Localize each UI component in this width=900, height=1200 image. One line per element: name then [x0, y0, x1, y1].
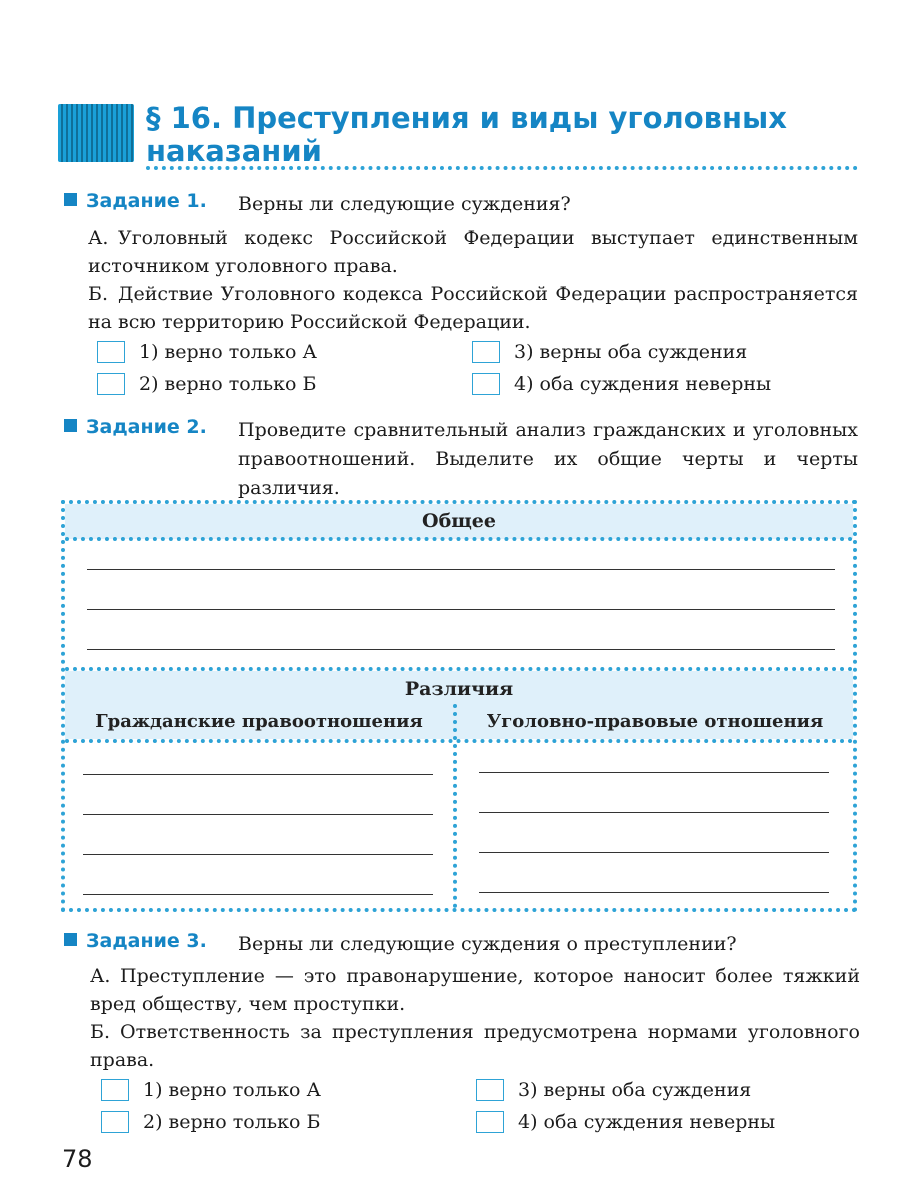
square-bullet-icon: [64, 933, 77, 946]
task-3-statement-b: Б. Ответственность за преступления предусмотрена нормами уголовного права.: [90, 1021, 860, 1071]
square-bullet-icon: [64, 419, 77, 432]
answer-checkbox[interactable]: [476, 1111, 504, 1133]
answer-checkbox[interactable]: [472, 341, 500, 363]
task-2-label: Задание 2.: [64, 416, 207, 438]
task-3: [64, 930, 864, 955]
header-divider: [146, 166, 858, 170]
task-1-option-2[interactable]: 2) верно только Б: [97, 371, 316, 397]
page-number: 78: [62, 1145, 93, 1173]
task-1-statement-b: Б. Действие Уголовного кодекса Российской Федерации распространяется на всю территорию Российской Федерации.: [88, 283, 858, 333]
civil-relations-column-header: Гражданские правоотношения: [95, 711, 423, 732]
answer-line[interactable]: [87, 569, 835, 570]
task-2-question: Проведите сравнительный анализ гражданских и уголовных правоотношений. Выделите их общие черты и черты различия.: [238, 419, 858, 499]
column-divider: [453, 704, 457, 908]
task-3-question: Верны ли следующие суждения о преступлении?: [238, 933, 737, 955]
task-1-option-3[interactable]: 3) верны оба суждения: [472, 339, 747, 365]
common-header: Общее: [65, 504, 853, 539]
answer-line[interactable]: [479, 892, 829, 893]
answer-checkbox[interactable]: [97, 373, 125, 395]
answer-line[interactable]: [83, 814, 433, 815]
differences-header: Различия: [404, 678, 514, 700]
answer-line[interactable]: [479, 852, 829, 853]
task-1-option-1[interactable]: 1) верно только А: [97, 339, 317, 365]
answer-checkbox[interactable]: [476, 1079, 504, 1101]
answer-line[interactable]: [479, 812, 829, 813]
answer-line[interactable]: [479, 772, 829, 773]
task-3-option-3[interactable]: 3) верны оба суждения: [476, 1077, 751, 1103]
task-1-option-4[interactable]: 4) оба суждения неверны: [472, 371, 771, 397]
table-divider: [65, 739, 853, 743]
task-3-option-1[interactable]: 1) верно только А: [101, 1077, 321, 1103]
answer-checkbox[interactable]: [472, 373, 500, 395]
task-3-option-2[interactable]: 2) верно только Б: [101, 1109, 320, 1135]
answer-checkbox[interactable]: [101, 1079, 129, 1101]
section-illustration-icon: [58, 104, 134, 162]
answer-line[interactable]: [87, 649, 835, 650]
task-3-label: Задание 3.: [64, 930, 207, 952]
task-1-label: Задание 1.: [64, 190, 207, 212]
task-3-statement-a: А. Преступление — это правонарушение, которое наносит более тяжкий вред обществу, чем проступки.: [90, 965, 860, 1015]
table-divider: [65, 537, 853, 541]
task-1-statement-a: А. Уголовный кодекс Российской Федерации выступает единственным источником уголовного права.: [88, 227, 858, 277]
comparison-table: [61, 500, 857, 912]
criminal-relations-column-header: Уголовно-правовые отношения: [486, 711, 824, 732]
answer-checkbox[interactable]: [101, 1111, 129, 1133]
task-1: [64, 190, 864, 215]
task-2: [64, 416, 864, 499]
answer-line[interactable]: [87, 609, 835, 610]
task-3-option-4[interactable]: 4) оба суждения неверны: [476, 1109, 775, 1135]
answer-line[interactable]: [83, 854, 433, 855]
answer-line[interactable]: [83, 894, 433, 895]
answer-checkbox[interactable]: [97, 341, 125, 363]
square-bullet-icon: [64, 193, 77, 206]
task-1-question: Верны ли следующие суждения?: [238, 193, 571, 215]
section-title: § 16. Преступления и виды уголовных наказаний: [146, 101, 787, 168]
answer-line[interactable]: [83, 774, 433, 775]
